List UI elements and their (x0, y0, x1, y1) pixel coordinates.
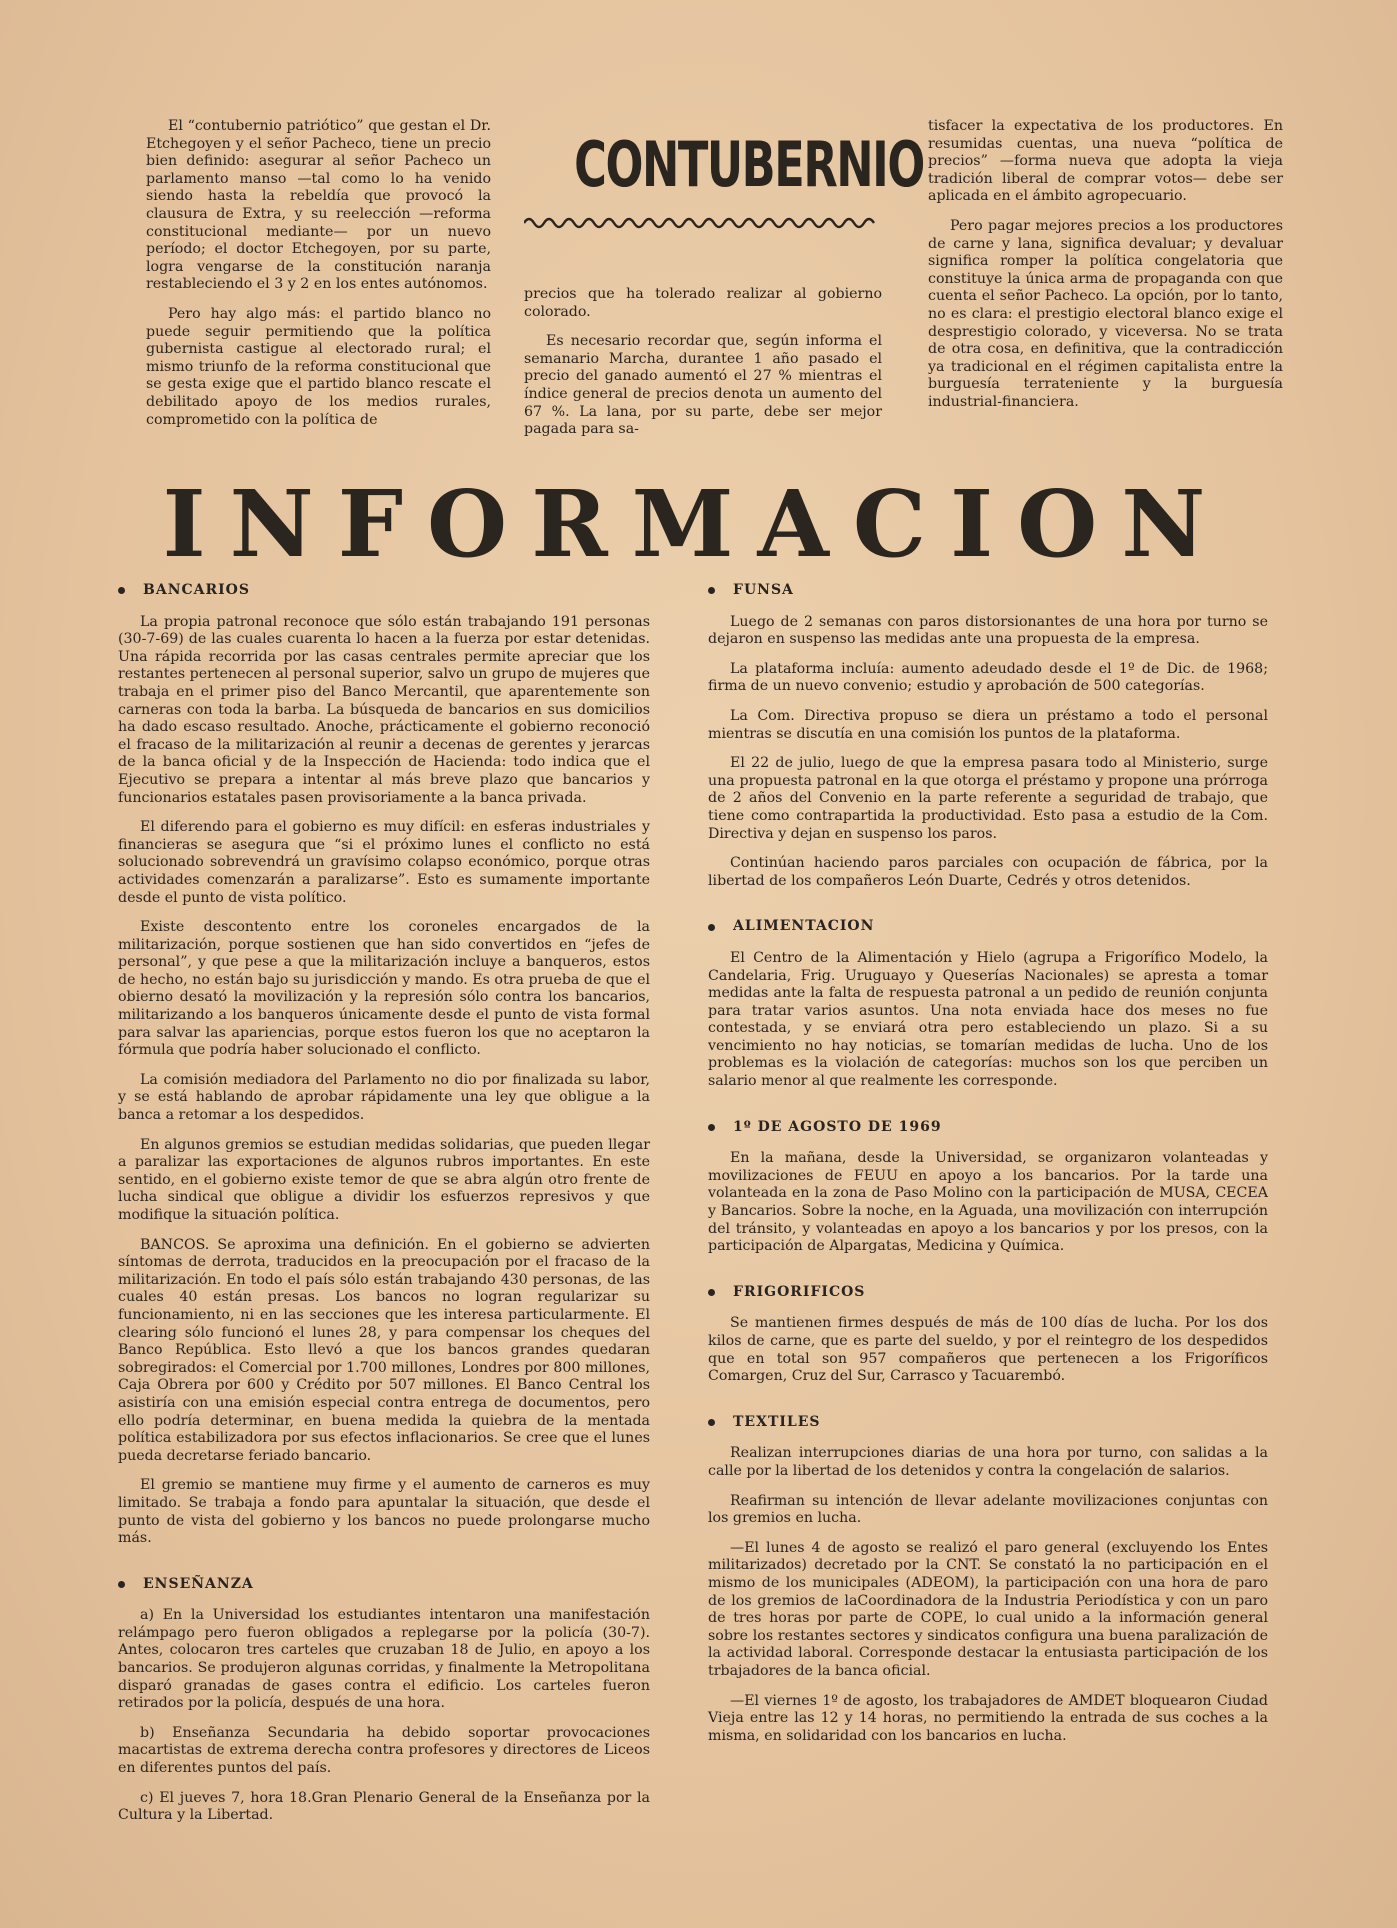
section-heading (708, 1414, 1268, 1432)
section-textiles (708, 1414, 1268, 1746)
section-heading (708, 582, 1268, 600)
section-paragraph: Reafirman su intención de llevar adelante movilizaciones conjuntas con los gremios en lucha. (708, 1492, 1268, 1527)
contubernio-paragraph: Es necesario recordar que, según informa el semanario Marcha, durantee 1 año pasado el precio del ganado aumentó el 27 % mientras el índice general de precios denota un aumento del 67 %. La lana, por su parte, debe ser mejor pagada para sa- (524, 333, 882, 438)
section-paragraph: El gremio se mantiene muy firme y el aumento de carneros es muy limitado. Se trabaja a fondo para apuntalar la situación, que desde el punto de vista del gobierno y los bancos no puede prolongarse mucho más. (118, 1477, 650, 1547)
section-paragraph: La comisión mediadora del Parlamento no dio por finalizada su labor, y se está hablando de aprobar rápidamente una ley que obligue a la banca a retomar a los despedidos. (118, 1071, 650, 1124)
section-paragraph: c) El jueves 7, hora 18.Gran Plenario General de la Enseñanza por la Cultura y la Libertad. (118, 1789, 650, 1824)
section-paragraph: El Centro de la Alimentación y Hielo (agrupa a Frigorífico Modelo, la Candelaria, Frig. Uruguayo y Queserías Nacionales) se apresta a tomar medidas ante la falta de respuesta patronal a un pedido de reunión conjunta para tratar varios asuntos. Una nota enviada hace dos meses no fue contestada, y se enviará otra pero estableciendo un plazo. Si a su vencimiento no hay noticias, se tomarían medidas de lucha. Uno de los problemas es la violación de categorías: muchos son los que perciben un salario menor al que realmente les corresponde. (708, 949, 1268, 1090)
section-paragraph: El diferendo para el gobierno es muy difícil: en esferas industriales y financieras se asegura que “si el próximo lunes el conflicto no está solucionado sobrevendrá un gravísimo colapso económico, porque otras actividades comenzarán a paralizarse”. Esto es sumamente importante desde el punto de vista político. (118, 819, 650, 906)
informacion-right-column (708, 582, 1268, 1773)
wavy-divider (524, 212, 882, 234)
section-frigorificos (708, 1284, 1268, 1386)
section-paragraph: Se mantienen firmes después de más de 100 días de lucha. Por los dos kilos de carne, que es parte del sueldo, y por el reintegro de los despedidos que en total son 957 compañeros que pertenecen a los Frigoríficos Comargen, Cruz del Sur, Carrasco y Tacuarembó. (708, 1315, 1268, 1385)
section-paragraph: La plataforma incluía: aumento adeudado desde el 1º de Dic. de 1968; firma de un nuevo convenio; estudio y aprobación de 500 categorías. (708, 660, 1268, 695)
contubernio-paragraph: precios que ha tolerado realizar al gobierno colorado. (524, 286, 882, 320)
contubernio-middle-column (524, 286, 882, 451)
section-heading (118, 1576, 650, 1594)
bullet-icon (708, 1419, 715, 1426)
section-alimentacion (708, 918, 1268, 1090)
section-heading (708, 1284, 1268, 1302)
section-paragraph: —El lunes 4 de agosto se realizó el paro general (excluyendo los Entes militarizados) decretado por la CNT. Se constató la no participación en el mismo de los municipales (ADEOM), la participación con una hora de paro de los gremios de laCoordinadora de la Industria Periodística y con un paro de tres horas por parte de COPE, lo cual unido a la información general sobre los restantes sectores y sindicatos configura una buena paralización de la actividad laboral. Corresponde destacar la entusiasta participación de los trbajadores de la banca oficial. (708, 1539, 1268, 1679)
section-funsa (708, 582, 1268, 890)
section-paragraph: Luego de 2 semanas con paros distorsionantes de una hora por turno se dejaron en suspenso las medidas ante una propuesta de la empresa. (708, 613, 1268, 648)
bullet-icon (708, 1124, 715, 1131)
section-1-agosto (708, 1119, 1268, 1256)
section-paragraph: El 22 de julio, luego de que la empresa pasara todo al Ministerio, surge una propuesta patronal en la que otorga el préstamo y propone una prórroga de 2 años del Convenio en la parte referente a seguridad de trabajo, que tiene como contrapartida la productividad. Esto pasa a estudio de la Com. Directiva y dejan en suspenso los paros. (708, 755, 1268, 842)
bullet-icon (118, 587, 125, 594)
section-heading-text: TEXTILES (733, 1413, 821, 1430)
contubernio-paragraph: tisfacer la expectativa de los productores. En resumidas cuentas, una nueva “política de precios” —forma nueva que adopta la vieja tradición liberal de comprar votos— debe ser aplicada en el ámbito agropecuario. (928, 118, 1283, 205)
section-paragraph: Realizan interrupciones diarias de una hora por turno, con salidas a la calle por la libertad de los detenidos y contra la congelación de salarios. (708, 1445, 1268, 1479)
section-heading (708, 918, 1268, 936)
section-paragraph: En la mañana, desde la Universidad, se organizaron volanteadas y movilizaciones de FEUU en apoyo a los bancarios. Por la tarde una volanteada en la zona de Paso Molino con la participación de MUSA, CECEA y Bancarios. Sobre la noche, en la Aguada, una movilización con interrupción del tránsito, y volanteadas en apoyo a los bancarios y por los presos, con la participación de Alpargatas, Medicina y Química. (708, 1150, 1268, 1255)
bullet-icon (708, 924, 715, 931)
section-paragraph: b) Enseñanza Secundaria ha debido soportar provocaciones macartistas de extrema derecha contra profesores y directores de Liceos en diferentes puntos del país. (118, 1724, 650, 1777)
section-ensenanza (118, 1576, 650, 1825)
section-paragraph: Existe descontento entre los coroneles encargados de la militarización, porque sostienen que han sido convertidos en “jefes de personal”, y que pese a que la militarización incluye a banqueros, estos de hecho, no están bajo su jurisdicción y mando. Es otra prueba de que el obierno desató la movilización y la represión sólo contra los bancarios, militarizando a los banqueros únicamente desde el punto de vista formal para salvar las apariencias, porque estos fueron los que no aceptaron la fórmula que podría haber solucionado el conflicto. (118, 919, 650, 1059)
section-paragraph: Continúan haciendo paros parciales con ocupación de fábrica, por la libertad de los compañeros León Duarte, Cedrés y otros detenidos. (708, 855, 1268, 889)
section-paragraph: a) En la Universidad los estudiantes intentaron una manifestación relámpago pero fueron obligados a replegarse por la policía (30-7). Antes, colocaron tres carteles que cruzaban 18 de Julio, en apoyo a los bancarios. Se produjeron algunas corridas, y finalmente la Metropolitana disparó granadas de gases contra el edificio. Los carteles fueron retirados por la policía, después de una hora. (118, 1607, 650, 1712)
informacion-left-column (118, 582, 650, 1853)
section-paragraph: En algunos gremios se estudian medidas solidarias, que pueden llegar a paralizar las exportaciones de algunos rubros importantes. En este sentido, en el gobierno existe temor de que se abra algún otro frente de lucha sindical que obligue a dividir los esfuerzos represivos y que modifique la situación política. (118, 1136, 650, 1223)
section-heading-text: ENSEÑANZA (143, 1575, 254, 1592)
section-heading-text: FUNSA (733, 582, 794, 598)
section-heading-text: 1º DE AGOSTO DE 1969 (733, 1118, 942, 1135)
contubernio-paragraph: Pero hay algo más: el partido blanco no puede seguir permitiendo que la política gubernista castigue al electorado rural; el mismo triunfo de la reforma constitucional que se gesta exige que el partido blanco rescate el debilitado apoyo de los medios rurales, comprometido con la política de (146, 305, 491, 428)
section-heading-text: ALIMENTACION (733, 918, 875, 935)
contubernio-right-column (928, 118, 1283, 424)
section-heading (708, 1119, 1268, 1137)
bullet-icon (708, 587, 715, 594)
contubernio-title: CONTUBERNIO (574, 128, 924, 201)
contubernio-paragraph: El “contubernio patriótico” que gestan el Dr. Etchegoyen y el señor Pacheco, tiene un precio bien definido: asegurar al señor Pacheco un parlamento manso —tal como lo ha venido siendo hasta la rebeldía que provocó la clausura de Extra, y su reelección —reforma constitucional mediante— por un nuevo período; el doctor Etchegoyen, por su parte, logra vengarse de la constitución naranja restableciendo el 3 y 2 en los entes autónomos. (146, 118, 491, 293)
section-bancarios (118, 582, 650, 1548)
section-heading-text: BANCARIOS (143, 582, 250, 598)
section-paragraph: —El viernes 1º de agosto, los trabajadores de AMDET bloquearon Ciudad Vieja entre las 12 y 14 horas, no permitiendo la entrada de sus coches a la misma, en solidaridad con los bancarios en lucha. (708, 1692, 1268, 1744)
informacion-title: INFORMACION (162, 470, 1230, 578)
section-paragraph: La propia patronal reconoce que sólo están trabajando 191 personas (30-7-69) de las cuales cuarenta lo hacen a la fuerza por estar detenidas. Una rápida recorrida por las casas centrales permite apreciar que los restantes pertenecen al personal superior, salvo un grupo de mujeres que trabaja en el primer piso del Banco Mercantil, que aparentemente son carneras con toda la barba. La búsqueda de bancarios en sus domicilios ha dado escaso resultado. Anoche, prácticamente el gobierno reconoció el fracaso de la militarización al reunir a decenas de gerentes y jerarcas de la banca oficial y de la Inspección de Hacienda: todo indica que el Ejecutivo se prepara a intentar al más breve plazo que bancarios y funcionarios estatales pasen provisoriamente a la banca privada. (118, 613, 650, 806)
bullet-icon (708, 1289, 715, 1296)
contubernio-paragraph: Pero pagar mejores precios a los productores de carne y lana, significa devaluar; y devaluar significa romper la política congelatoria que constituye la única arma de propaganda con que cuenta el señor Pacheco. La opción, por lo tanto, no es clara: el prestigio electoral blanco exige el desprestigio colorado, y viceversa. No se trata de otra cosa, en definitiva, que la contradicción ya tradicional en el régimen capitalista entre la burguesía terrateniente y la burguesía industrial-financiera. (928, 217, 1283, 410)
bullet-icon (118, 1581, 125, 1588)
contubernio-left-column (146, 118, 491, 441)
section-heading (118, 582, 650, 600)
section-paragraph: BANCOS. Se aproxima una definición. En el gobierno se advierten síntomas de derrota, traducidos en la preocupación por el fracaso de la militarización. En todo el país sólo están trabajando 430 personas, de las cuales 40 están presas. Los bancos no logran regularizar su funcionamiento, ni en las secciones que les interesa particularmente. El clearing sólo funcionó el lunes 28, y para compensar los cheques del Banco República. Esto llevó a que los bancos grandes quedaran sobregirados: el Comercial por 1.700 millones, Londres por 800 millones, Caja Obrera por 600 y Crédito por 507 millones. El Banco Central los asistiría con una emisión especial contra entrega de documentos, pero ello podría determinar, en buena medida la quiebra de la mentada política estabilizadora por sus efectos inflacionarios. Se cree que el lunes pueda decretarse feriado bancario. (118, 1236, 650, 1464)
section-paragraph: La Com. Directiva propuso se diera un préstamo a todo el personal mientras se discutía en una comisión los puntos de la plataforma. (708, 707, 1268, 742)
section-heading-text: FRIGORIFICOS (733, 1283, 866, 1300)
